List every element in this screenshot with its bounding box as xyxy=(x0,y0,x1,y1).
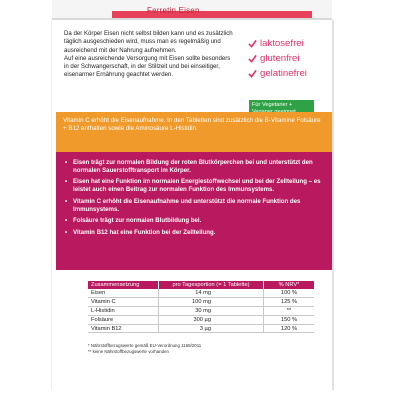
table-cell: 120 % xyxy=(264,324,315,333)
intro-text xyxy=(64,30,236,80)
claim-gluten-free xyxy=(248,51,328,66)
table-row xyxy=(88,297,314,306)
check-icon xyxy=(248,69,257,78)
table-cell: 300 µg xyxy=(159,315,264,324)
table-cell: L-Histidin xyxy=(88,306,159,315)
table-row xyxy=(88,289,314,297)
box-top-flap xyxy=(52,0,332,20)
table-cell: Vitamin C xyxy=(88,297,159,306)
benefits-panel xyxy=(56,152,332,270)
table-row xyxy=(88,324,314,333)
footnote: ** keine Nährstoffbezugswerte vorhanden xyxy=(88,349,169,354)
table-cell: 3 µg xyxy=(159,324,264,333)
table-cell: 100 % xyxy=(264,289,315,297)
column-header: % NRV* xyxy=(264,281,315,289)
footnote: * Nährstoffbezugswerte gemäß EU-Verordnung 1169/2011 xyxy=(88,343,202,348)
table-cell: Vitamin B12 xyxy=(88,324,159,333)
intro-paragraph-1: Da der Körper Eisen nicht selbst bilden kann und es zusätzlich täglich ausgeschieden wird, muss man es regelmäßig und ausreichend mit der Nahrung aufnehmen. xyxy=(64,30,233,54)
composition-table xyxy=(88,281,314,333)
table-cell: 14 mg xyxy=(159,289,264,297)
intro-paragraph-2: Auf eine ausreichende Versorgung mit Eisen sollte besonders in der Schwangerschaft, in der Stillzeit und bei einseitiger, eisenarmer Ernährung geachtet werden. xyxy=(64,54,231,79)
table-cell: Eisen xyxy=(88,289,159,297)
table-header-row xyxy=(88,281,314,289)
vegan-badge: Für Vegetarier + xyxy=(249,100,314,120)
claim-label: gelatinefrei xyxy=(260,68,307,79)
top-banner-text: Ferretin Eisen xyxy=(147,6,200,15)
column-header: Zusammensetzung xyxy=(88,281,159,289)
check-icon xyxy=(248,54,257,63)
orange-info-text: Vitamin C erhöht die Eisenaufnahme. In den Tabletten sind zusätzlich die B-Vitamine Folsäure + B12 enthalten sowie die Aminosäure L-Histidin. xyxy=(63,117,321,132)
column-header: pro Tagesportion (= 1 Tablette) xyxy=(159,281,264,289)
table-row xyxy=(88,306,314,315)
table-cell: ** xyxy=(264,306,315,315)
list-item: • Vitamin C erhöht die Eisenaufnahme und unterstützt die normale Funktion des Immunsystems. xyxy=(65,198,327,213)
claim-lactose-free xyxy=(248,36,328,51)
table-row xyxy=(88,315,314,324)
table-cell: 150 % xyxy=(264,315,315,324)
claim-label: laktosefrei xyxy=(260,38,304,49)
check-icon xyxy=(248,39,257,48)
list-item: • Eisen trägt zur normalen Bildung der roten Blutkörperchen bei und unterstützt den normalen Sauerstofftransport im Körper. xyxy=(65,159,327,174)
benefits-list xyxy=(65,159,327,241)
claim-gelatin-free xyxy=(248,66,328,81)
claims-list xyxy=(248,36,328,81)
table-cell: 30 mg xyxy=(159,306,264,315)
table-cell: Folsäure xyxy=(88,315,159,324)
table-cell: 100 mg xyxy=(159,297,264,306)
list-item: • Folsäure trägt zur normalen Blutbildung bei. xyxy=(65,217,327,225)
list-item: • Eisen hat eine Funktion im normalen Energiestoffwechsel und bei der Zellteilung – es leistet auch einen Beitrag zur normalen Funktion des Immunsystems. xyxy=(65,178,327,193)
claim-label: glutenfrei xyxy=(260,53,300,64)
table-cell: 125 % xyxy=(264,297,315,306)
orange-info-panel xyxy=(56,112,332,152)
list-item: • Vitamin B12 hat eine Funktion bei der Zellteilung. xyxy=(65,229,327,237)
footnotes xyxy=(88,343,318,355)
